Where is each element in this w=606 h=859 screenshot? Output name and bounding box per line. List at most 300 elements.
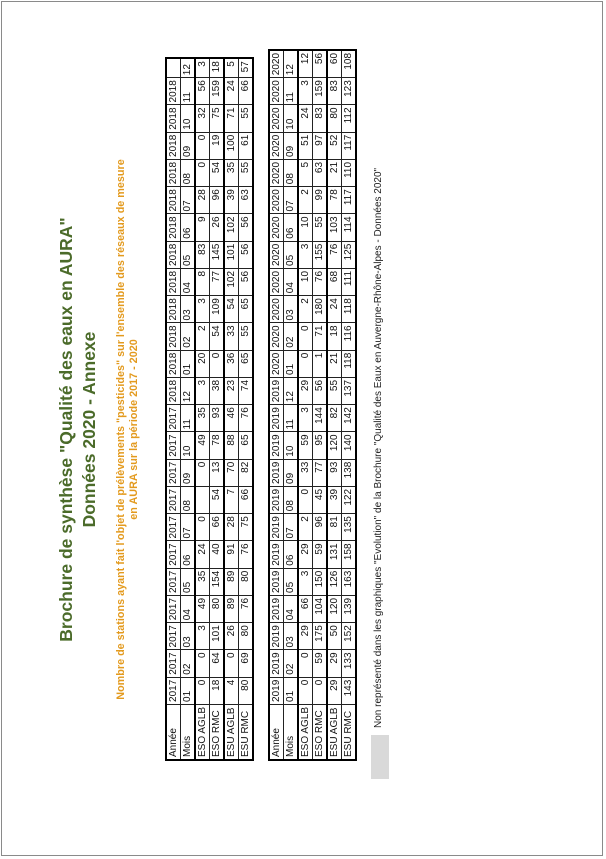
year-cell: 2020 <box>269 159 284 186</box>
value-cell: 71 <box>224 105 239 132</box>
month-cell: 03 <box>284 623 299 650</box>
value-cell: 66 <box>239 486 254 513</box>
month-cell: 12 <box>181 377 196 404</box>
value-cell: 138 <box>342 459 357 486</box>
value-cell: 50 <box>327 623 342 650</box>
value-cell: 55 <box>239 159 254 186</box>
month-cell: 10 <box>181 432 196 459</box>
value-cell: 80 <box>239 623 254 650</box>
value-cell: 3 <box>195 377 210 404</box>
year-cell: 2020 <box>269 105 284 132</box>
year-cell: 2018 <box>166 105 181 132</box>
year-cell: 2017 <box>166 541 181 568</box>
value-cell: 131 <box>327 541 342 568</box>
value-cell: 55 <box>239 323 254 350</box>
value-cell: 52 <box>327 132 342 159</box>
value-cell: 140 <box>342 432 357 459</box>
value-cell: 114 <box>342 214 357 241</box>
month-cell: 02 <box>181 650 196 677</box>
value-cell: 0 <box>298 323 313 350</box>
year-cell: 2018 <box>166 187 181 214</box>
table-row <box>327 50 342 760</box>
value-cell: 21 <box>327 350 342 377</box>
year-cell: 2020 <box>269 323 284 350</box>
value-cell: 0 <box>195 159 210 186</box>
value-cell: 76 <box>239 541 254 568</box>
value-cell: 70 <box>224 459 239 486</box>
year-cell: 2020 <box>269 296 284 323</box>
value-cell: 49 <box>195 432 210 459</box>
month-cell: 04 <box>181 595 196 622</box>
row-label: ESU AGLB <box>224 704 239 760</box>
value-cell: 118 <box>342 350 357 377</box>
year-cell: 2020 <box>269 241 284 268</box>
value-cell: 29 <box>298 541 313 568</box>
year-cell: 2017 <box>166 459 181 486</box>
value-cell: 82 <box>327 405 342 432</box>
value-cell: 29 <box>298 623 313 650</box>
value-cell: 142 <box>342 405 357 432</box>
value-cell: 99 <box>313 187 328 214</box>
value-cell: 21 <box>327 159 342 186</box>
value-cell: 56 <box>239 268 254 295</box>
month-cell: 08 <box>284 486 299 513</box>
footnote-marker <box>371 735 389 779</box>
subtitle-line-2: en AURA sur la période 2017 - 2020 <box>128 339 140 520</box>
value-cell: 3 <box>195 58 210 78</box>
year-cell: 2020 <box>269 132 284 159</box>
row-label: ESO RMC <box>313 704 328 760</box>
value-cell: 126 <box>327 568 342 595</box>
value-cell: 93 <box>327 459 342 486</box>
value-cell: 103 <box>327 214 342 241</box>
row-label: ESO AGLB <box>298 704 313 760</box>
year-cell: 2020 <box>269 268 284 295</box>
value-cell: 76 <box>313 268 328 295</box>
month-cell: 07 <box>284 514 299 541</box>
value-cell: 89 <box>224 568 239 595</box>
value-cell: 91 <box>224 541 239 568</box>
value-cell: 35 <box>224 159 239 186</box>
value-cell: 66 <box>239 78 254 105</box>
value-cell: 38 <box>210 377 225 404</box>
value-cell: 75 <box>239 514 254 541</box>
month-cell: 02 <box>284 323 299 350</box>
value-cell: 0 <box>195 677 210 704</box>
value-cell: 120 <box>327 595 342 622</box>
table-row <box>313 50 328 760</box>
value-cell: 4 <box>224 677 239 704</box>
value-cell: 24 <box>327 296 342 323</box>
value-cell: 56 <box>239 214 254 241</box>
value-cell: 175 <box>313 623 328 650</box>
value-cell: 24 <box>195 541 210 568</box>
value-cell: 93 <box>210 405 225 432</box>
value-cell: 46 <box>224 405 239 432</box>
value-cell: 150 <box>313 568 328 595</box>
value-cell: 137 <box>342 377 357 404</box>
value-cell: 139 <box>342 595 357 622</box>
value-cell: 116 <box>342 323 357 350</box>
month-cell: 04 <box>284 268 299 295</box>
value-cell: 83 <box>313 105 328 132</box>
month-cell: 08 <box>181 486 196 513</box>
value-cell: 75 <box>210 105 225 132</box>
year-cell: 2018 <box>166 323 181 350</box>
value-cell: 28 <box>195 187 210 214</box>
footnote-text: Non représenté dans les graphiques "Evolution" de la Brochure "Qualité des Eaux en Auvergne-Rhône-Alpes - Données 2020" <box>373 167 384 728</box>
year-cell: 2017 <box>166 514 181 541</box>
value-cell: 78 <box>327 187 342 214</box>
table-row <box>210 58 225 760</box>
month-cell: 06 <box>181 214 196 241</box>
value-cell: 29 <box>327 677 342 704</box>
value-cell: 3 <box>298 241 313 268</box>
month-cell: 07 <box>181 187 196 214</box>
value-cell: 110 <box>342 159 357 186</box>
value-cell: 71 <box>313 323 328 350</box>
value-cell: 54 <box>210 486 225 513</box>
value-cell: 0 <box>298 486 313 513</box>
year-cell: 2018 <box>166 241 181 268</box>
value-cell: 83 <box>195 241 210 268</box>
value-cell: 18 <box>210 58 225 78</box>
month-cell: 11 <box>284 405 299 432</box>
value-cell: 2 <box>298 296 313 323</box>
value-cell: 49 <box>195 595 210 622</box>
year-cell: 2019 <box>269 541 284 568</box>
value-cell: 64 <box>210 650 225 677</box>
table-row <box>298 50 313 760</box>
value-cell: 57 <box>239 58 254 78</box>
value-cell: 69 <box>239 650 254 677</box>
value-cell: 29 <box>327 650 342 677</box>
month-header-row <box>181 58 196 760</box>
value-cell: 77 <box>313 459 328 486</box>
value-cell: 78 <box>210 432 225 459</box>
month-cell: 02 <box>181 323 196 350</box>
value-cell: 18 <box>327 323 342 350</box>
value-cell: 123 <box>342 78 357 105</box>
table-row <box>195 58 210 760</box>
month-cell: 05 <box>284 241 299 268</box>
year-cell: 2017 <box>166 486 181 513</box>
month-cell: 09 <box>284 132 299 159</box>
value-cell: 13 <box>210 459 225 486</box>
value-cell: 20 <box>195 350 210 377</box>
value-cell: 45 <box>313 486 328 513</box>
table-2019-2020 <box>268 49 357 761</box>
value-cell: 77 <box>210 268 225 295</box>
value-cell: 3 <box>298 78 313 105</box>
value-cell: 63 <box>239 187 254 214</box>
value-cell: 66 <box>298 595 313 622</box>
year-cell: 2019 <box>269 568 284 595</box>
month-cell: 02 <box>284 650 299 677</box>
value-cell: 80 <box>239 677 254 704</box>
row-label: ESU AGLB <box>327 704 342 760</box>
value-cell: 111 <box>342 268 357 295</box>
year-header-row <box>269 50 284 760</box>
value-cell: 36 <box>224 350 239 377</box>
value-cell: 95 <box>313 432 328 459</box>
row-label: ESU RMC <box>239 704 254 760</box>
row-label: ESU RMC <box>342 704 357 760</box>
month-cell: 06 <box>284 541 299 568</box>
title-line-2: Données 2020 - Annexe <box>79 331 99 528</box>
table-2017-2018 <box>165 57 254 761</box>
year-cell: 2020 <box>269 78 284 105</box>
value-cell: 7 <box>224 486 239 513</box>
month-cell: 09 <box>181 459 196 486</box>
value-cell: 23 <box>224 377 239 404</box>
year-cell: 2019 <box>269 377 284 404</box>
value-cell: 66 <box>210 514 225 541</box>
year-cell: 2017 <box>166 650 181 677</box>
value-cell: 81 <box>327 514 342 541</box>
month-cell: 03 <box>284 296 299 323</box>
row-label: ESO AGLB <box>195 704 210 760</box>
value-cell: 3 <box>195 296 210 323</box>
year-cell: 2019 <box>269 677 284 704</box>
value-cell: 56 <box>239 241 254 268</box>
year-cell: 2019 <box>269 650 284 677</box>
value-cell: 96 <box>210 187 225 214</box>
month-cell: 11 <box>284 78 299 105</box>
value-cell: 10 <box>298 214 313 241</box>
value-cell: 159 <box>313 78 328 105</box>
value-cell: 145 <box>210 241 225 268</box>
value-cell: 112 <box>342 105 357 132</box>
month-header-row <box>284 50 299 760</box>
value-cell: 35 <box>195 568 210 595</box>
value-cell: 109 <box>210 296 225 323</box>
value-cell: 144 <box>313 405 328 432</box>
month-cell: 11 <box>181 405 196 432</box>
value-cell: 33 <box>298 459 313 486</box>
value-cell: 155 <box>313 241 328 268</box>
value-cell: 0 <box>210 350 225 377</box>
value-cell: 76 <box>239 595 254 622</box>
value-cell: 39 <box>327 486 342 513</box>
year-cell: 2019 <box>269 432 284 459</box>
value-cell: 0 <box>195 650 210 677</box>
value-cell: 122 <box>342 486 357 513</box>
value-cell: 56 <box>313 50 328 78</box>
table-row <box>239 58 254 760</box>
value-cell: 5 <box>298 159 313 186</box>
year-cell: 2017 <box>166 595 181 622</box>
year-cell: 2020 <box>269 350 284 377</box>
value-cell: 59 <box>313 650 328 677</box>
value-cell: 54 <box>210 159 225 186</box>
month-cell: 12 <box>181 58 196 78</box>
value-cell: 88 <box>224 432 239 459</box>
month-cell: 06 <box>181 541 196 568</box>
month-cell: 08 <box>181 159 196 186</box>
year-cell: 2020 <box>269 187 284 214</box>
month-cell: 07 <box>284 187 299 214</box>
table-row <box>224 58 239 760</box>
month-cell: 12 <box>284 377 299 404</box>
year-cell: 2018 <box>166 132 181 159</box>
value-cell: 33 <box>224 323 239 350</box>
value-cell: 59 <box>298 432 313 459</box>
year-label: Année <box>269 704 284 760</box>
value-cell: 76 <box>239 405 254 432</box>
value-cell: 2 <box>298 187 313 214</box>
value-cell: 12 <box>298 50 313 78</box>
value-cell: 163 <box>342 568 357 595</box>
value-cell: 0 <box>298 677 313 704</box>
month-cell: 12 <box>284 50 299 78</box>
value-cell: 120 <box>327 432 342 459</box>
value-cell: 54 <box>210 323 225 350</box>
year-cell: 2017 <box>166 432 181 459</box>
year-cell: 2020 <box>269 214 284 241</box>
value-cell: 108 <box>342 50 357 78</box>
value-cell: 68 <box>327 268 342 295</box>
value-cell: 74 <box>239 377 254 404</box>
month-cell: 08 <box>284 159 299 186</box>
value-cell: 40 <box>210 541 225 568</box>
value-cell: 104 <box>313 595 328 622</box>
value-cell: 29 <box>298 377 313 404</box>
year-cell: 2017 <box>166 677 181 704</box>
month-cell: 03 <box>181 623 196 650</box>
year-cell: 2017 <box>166 623 181 650</box>
value-cell: 24 <box>224 78 239 105</box>
value-cell: 59 <box>313 541 328 568</box>
value-cell: 54 <box>224 296 239 323</box>
value-cell: 2 <box>195 323 210 350</box>
month-cell: 01 <box>284 350 299 377</box>
value-cell: 83 <box>327 78 342 105</box>
year-header-row <box>166 58 181 760</box>
month-cell: 11 <box>181 78 196 105</box>
value-cell: 0 <box>298 650 313 677</box>
value-cell: 101 <box>224 241 239 268</box>
value-cell: 32 <box>195 105 210 132</box>
value-cell: 19 <box>210 132 225 159</box>
value-cell: 63 <box>313 159 328 186</box>
value-cell: 96 <box>313 514 328 541</box>
year-cell: 2019 <box>269 405 284 432</box>
value-cell: 133 <box>342 650 357 677</box>
value-cell: 60 <box>327 50 342 78</box>
value-cell: 0 <box>195 132 210 159</box>
value-cell: 143 <box>342 677 357 704</box>
year-cell: 2019 <box>269 595 284 622</box>
month-cell: 05 <box>284 568 299 595</box>
month-cell: 04 <box>284 595 299 622</box>
year-cell: 2018 <box>166 350 181 377</box>
value-cell: 18 <box>210 677 225 704</box>
value-cell: 102 <box>224 268 239 295</box>
month-cell: 05 <box>181 241 196 268</box>
value-cell: 55 <box>313 214 328 241</box>
month-cell: 10 <box>284 105 299 132</box>
year-cell: 2018 <box>166 214 181 241</box>
subtitle-line-1: Nombre de stations ayant fait l'objet de prélèvements "pesticides" sur l'ensemble des réseaux de mesure <box>115 159 127 700</box>
value-cell: 158 <box>342 541 357 568</box>
title-line-1: Brochure de synthèse "Qualité des eaux en AURA" <box>56 217 76 642</box>
month-cell: 03 <box>181 296 196 323</box>
year-cell: 2018 <box>166 78 181 105</box>
value-cell: 55 <box>327 377 342 404</box>
value-cell: 28 <box>224 514 239 541</box>
value-cell: 135 <box>342 514 357 541</box>
year-cell: 2017 <box>166 405 181 432</box>
month-cell: 04 <box>181 268 196 295</box>
value-cell: 0 <box>298 350 313 377</box>
value-cell: 2 <box>298 514 313 541</box>
value-cell: 159 <box>210 78 225 105</box>
value-cell: 1 <box>313 350 328 377</box>
value-cell: 65 <box>239 350 254 377</box>
value-cell: 55 <box>239 105 254 132</box>
month-label: Mois <box>181 704 196 760</box>
value-cell: 118 <box>342 296 357 323</box>
table-row <box>342 50 357 760</box>
value-cell: 101 <box>210 623 225 650</box>
year-cell: 2018 <box>166 268 181 295</box>
value-cell: 10 <box>298 268 313 295</box>
value-cell: 0 <box>224 650 239 677</box>
month-cell: 01 <box>284 677 299 704</box>
year-label: Année <box>166 704 181 760</box>
value-cell: 3 <box>298 568 313 595</box>
value-cell: 97 <box>313 132 328 159</box>
value-cell: 39 <box>224 187 239 214</box>
value-cell: 180 <box>313 296 328 323</box>
value-cell: 100 <box>224 132 239 159</box>
value-cell: 0 <box>195 459 210 486</box>
value-cell: 65 <box>239 296 254 323</box>
value-cell: 8 <box>195 268 210 295</box>
value-cell: 26 <box>210 214 225 241</box>
month-cell: 09 <box>284 459 299 486</box>
value-cell: 65 <box>239 432 254 459</box>
year-cell: 2017 <box>166 568 181 595</box>
value-cell: 82 <box>239 459 254 486</box>
value-cell: 152 <box>342 623 357 650</box>
year-cell: 2019 <box>269 486 284 513</box>
row-label: ESO RMC <box>210 704 225 760</box>
month-cell: 06 <box>284 214 299 241</box>
value-cell: 51 <box>298 132 313 159</box>
value-cell: 89 <box>224 595 239 622</box>
value-cell: 117 <box>342 132 357 159</box>
value-cell: 61 <box>239 132 254 159</box>
value-cell <box>195 486 210 513</box>
value-cell: 80 <box>239 568 254 595</box>
year-cell: 2020 <box>269 50 284 78</box>
month-cell: 01 <box>181 677 196 704</box>
month-label: Mois <box>284 704 299 760</box>
month-cell: 09 <box>181 132 196 159</box>
value-cell: 5 <box>224 58 239 78</box>
year-cell: 2018 <box>166 296 181 323</box>
year-cell: 2019 <box>269 623 284 650</box>
month-cell: 01 <box>181 350 196 377</box>
year-cell: 2018 <box>166 377 181 404</box>
year-cell: 2019 <box>269 514 284 541</box>
value-cell: 35 <box>195 405 210 432</box>
value-cell: 0 <box>313 677 328 704</box>
value-cell: 0 <box>195 514 210 541</box>
value-cell: 80 <box>327 105 342 132</box>
